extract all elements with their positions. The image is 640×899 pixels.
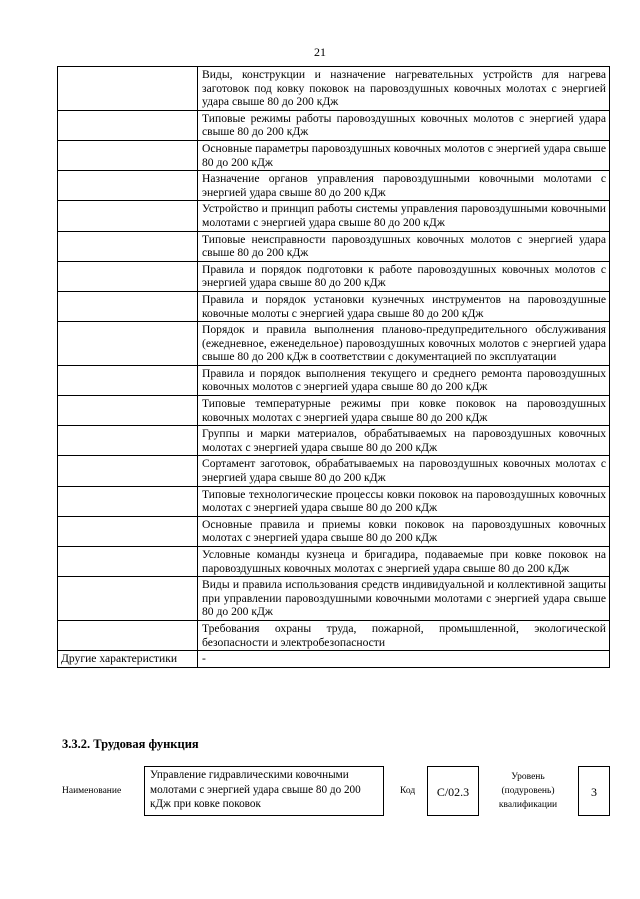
level-label-line: квалификации	[498, 800, 558, 810]
other-characteristics-value: -	[198, 651, 610, 668]
knowledge-label-cell	[58, 486, 198, 516]
table-row	[58, 201, 610, 231]
knowledge-item: Основные параметры паровоздушных ковочных молотов с энергией удара свыше 80 до 200 кДж	[198, 140, 610, 170]
knowledge-label-cell	[58, 547, 198, 577]
knowledge-label-cell	[58, 365, 198, 395]
knowledge-label-cell	[58, 171, 198, 201]
labor-function-header	[57, 766, 610, 824]
knowledge-item: Правила и порядок подготовки к работе паровоздушных ковочных молотов с энергией удара свыше 80 до 200 кДж	[198, 261, 610, 291]
knowledge-label-cell	[58, 516, 198, 546]
level-label-line: (подуровень)	[501, 786, 555, 796]
knowledge-item: Группы и марки материалов, обрабатываемых на паровоздушных ковочных молотах с энергией удара свыше 80 до 200 кДж	[198, 426, 610, 456]
knowledge-item: Правила и порядок установки кузнечных инструментов на паровоздушные ковочные молоты с энергией удара свыше 80 до 200 кДж	[198, 291, 610, 321]
table-row	[58, 291, 610, 321]
knowledge-table-body	[58, 67, 610, 668]
table-row	[58, 67, 610, 111]
table-row	[58, 396, 610, 426]
table-row	[58, 426, 610, 456]
level-label	[485, 770, 571, 812]
other-characteristics-row	[58, 651, 610, 668]
knowledge-label-cell	[58, 67, 198, 111]
table-row	[58, 140, 610, 170]
knowledge-item: Виды, конструкции и назначение нагревательных устройств для нагрева заготовок под ковку поковок на паровоздушных ковочных молотах с энергией удара свыше 80 до 200 кДж	[198, 67, 610, 111]
knowledge-item: Типовые технологические процессы ковки поковок на паровоздушных ковочных молотах с энергией удара свыше 80 до 200 кДж	[198, 486, 610, 516]
level-value-box: 3	[578, 766, 610, 816]
name-label: Наименование	[62, 786, 122, 796]
knowledge-table	[57, 66, 610, 668]
knowledge-item: Виды и правила использования средств индивидуальной и коллективной защиты при управлении паровоздушными ковочными молотами с энергией удара свыше 80 до 200 кДж	[198, 577, 610, 621]
knowledge-item: Условные команды кузнеца и бригадира, подаваемые при ковке поковок на паровоздушных ковочных молотах с энергией удара свыше 80 до 200 кДж	[198, 547, 610, 577]
knowledge-item: Типовые режимы работы паровоздушных ковочных молотов с энергией удара свыше 80 до 200 кДж	[198, 110, 610, 140]
page-number: 21	[314, 45, 326, 59]
knowledge-label-cell	[58, 231, 198, 261]
name-value-box: Управление гидравлическими ковочными молотами с энергией удара свыше 80 до 200 кДж при ковке поковок	[144, 766, 384, 816]
table-row	[58, 171, 610, 201]
level-label-line: Уровень	[511, 772, 545, 782]
knowledge-label-cell	[58, 426, 198, 456]
knowledge-item: Типовые неисправности паровоздушных ковочных молотов с энергией удара свыше 80 до 200 кДж	[198, 231, 610, 261]
knowledge-label-cell	[58, 577, 198, 621]
table-row	[58, 620, 610, 650]
code-label: Код	[400, 786, 416, 796]
knowledge-item: Правила и порядок выполнения текущего и среднего ремонта паровоздушных ковочных молотов с энергией удара свыше 80 до 200 кДж	[198, 365, 610, 395]
knowledge-label-cell	[58, 456, 198, 486]
table-row	[58, 231, 610, 261]
knowledge-label-cell	[58, 396, 198, 426]
table-row	[58, 365, 610, 395]
table-row	[58, 456, 610, 486]
table-row	[58, 547, 610, 577]
table-row	[58, 486, 610, 516]
table-row	[58, 516, 610, 546]
table-row	[58, 261, 610, 291]
knowledge-item: Типовые температурные режимы при ковке поковок на паровоздушных ковочных молотах с энергией удара свыше 80 до 200 кДж	[198, 396, 610, 426]
knowledge-item: Порядок и правила выполнения планово-предупредительного обслуживания (ежедневное, еженедельное) паровоздушных ковочных молотов с энергией удара свыше 80 до 200 кДж в соответствии с документацией по эксплуатации	[198, 322, 610, 366]
knowledge-label-cell	[58, 110, 198, 140]
knowledge-item: Устройство и принцип работы системы управления паровоздушными ковочными молотами с энергией удара свыше 80 до 200 кДж	[198, 201, 610, 231]
knowledge-item: Назначение органов управления паровоздушными ковочными молотами с энергией удара свыше 80 до 200 кДж	[198, 171, 610, 201]
knowledge-item: Требования охраны труда, пожарной, промышленной, экологической безопасности и электробезопасности	[198, 620, 610, 650]
knowledge-label-cell	[58, 140, 198, 170]
knowledge-label-cell	[58, 261, 198, 291]
knowledge-label-cell	[58, 620, 198, 650]
code-value-box: С/02.3	[427, 766, 479, 816]
table-row	[58, 577, 610, 621]
knowledge-item: Сортамент заготовок, обрабатываемых на паровоздушных ковочных молотах с энергией удара свыше 80 до 200 кДж	[198, 456, 610, 486]
table-row	[58, 110, 610, 140]
knowledge-item: Основные правила и приемы ковки поковок на паровоздушных ковочных молотах с энергией удара свыше 80 до 200 кДж	[198, 516, 610, 546]
table-row	[58, 322, 610, 366]
knowledge-label-cell	[58, 291, 198, 321]
section-title: 3.3.2. Трудовая функция	[62, 737, 199, 751]
knowledge-label-cell	[58, 201, 198, 231]
knowledge-label-cell	[58, 322, 198, 366]
other-characteristics-label: Другие характеристики	[58, 651, 198, 668]
